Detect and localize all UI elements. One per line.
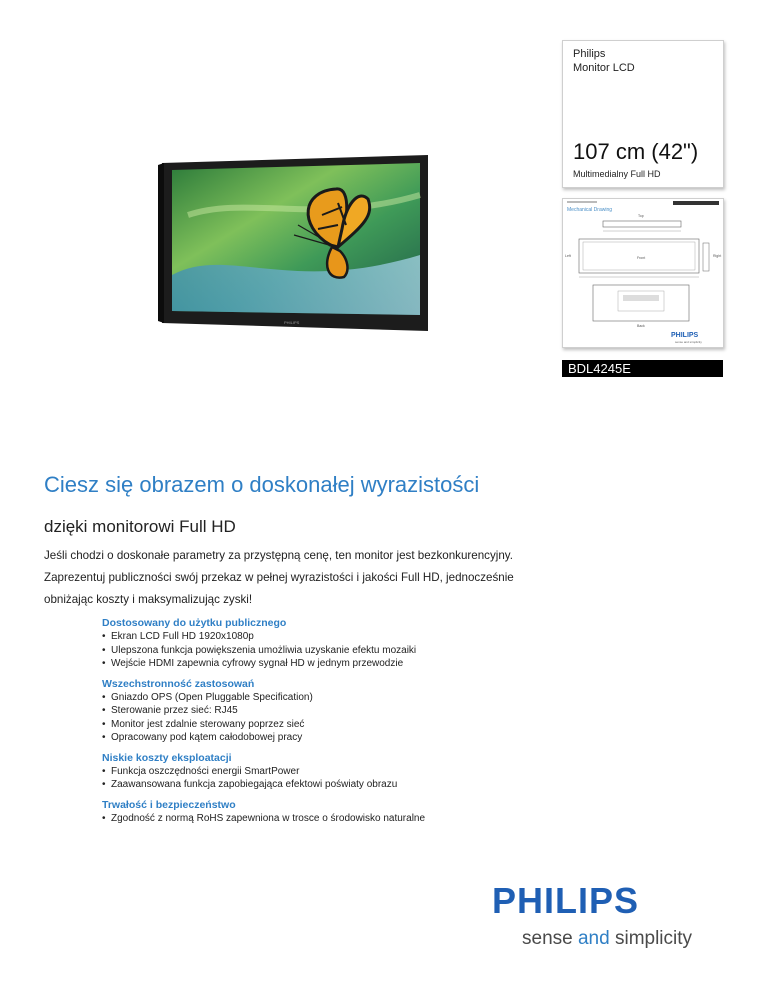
- feature-item: • Wejście HDMI zapewnia cyfrowy sygnał HD w jednym przewodzie: [102, 657, 562, 671]
- drawing-title: Mechanical Drawing: [567, 207, 613, 213]
- feature-section: [102, 616, 562, 671]
- feature-item: • Zaawansowana funkcja zapobiegająca efektowi poświaty obrazu: [102, 778, 562, 792]
- feature-item: • Zgodność z normą RoHS zapewniona w trosce o środowisko naturalne: [102, 812, 562, 826]
- mechanical-drawing-thumbnail[interactable]: [562, 198, 724, 348]
- product-subtitle: Multimedialny Full HD: [573, 169, 661, 179]
- screen-size: 107 cm (42"): [573, 139, 699, 164]
- drawing-label-right: Right: [713, 254, 722, 258]
- tagline-simplicity: simplicity: [614, 928, 693, 949]
- feature-item: • Funkcja oszczędności energii SmartPower: [102, 765, 562, 779]
- brand-name: Philips: [573, 48, 606, 60]
- feature-item: • Opracowany pod kątem całodobowej pracy: [102, 731, 562, 745]
- tagline-sense: sense: [522, 928, 573, 949]
- model-number: BDL4245E: [562, 360, 723, 377]
- feature-item: • Sterowanie przez sieć: RJ45: [102, 704, 562, 718]
- product-type: Monitor LCD: [573, 62, 635, 74]
- drawing-logo: PHILIPS: [671, 332, 699, 339]
- brand-tagline: [522, 928, 692, 950]
- drawing-label-top: Top: [638, 214, 644, 218]
- page-subheadline: dzięki monitorowi Full HD: [44, 517, 236, 536]
- bezel-logo: PHILIPS: [284, 320, 300, 325]
- feature-section: [102, 751, 562, 792]
- feature-section: [102, 798, 562, 826]
- drawing-label-back: Back: [637, 324, 645, 328]
- feature-section: [102, 677, 562, 745]
- page-headline: Ciesz się obrazem o doskonałej wyrazistości: [44, 472, 480, 497]
- drawing-label-front: Front: [637, 256, 646, 260]
- feature-section-title: Trwałość i bezpieczeństwo: [102, 798, 236, 811]
- feature-list: [102, 616, 562, 831]
- feature-section-title: Wszechstronność zastosowań: [102, 677, 255, 690]
- drawing-tagline: sense and simplicity: [675, 340, 702, 344]
- philips-logo: PHILIPS: [492, 880, 640, 921]
- feature-item: • Gniazdo OPS (Open Pluggable Specification): [102, 691, 562, 705]
- intro-paragraph: Jeśli chodzi o doskonałe parametry za przystępną cenę, ten monitor jest bezkonkurencyjny. Zaprezentuj publiczności swój przekaz w pełnej wyrazistości i jakości Full HD, jednocześnie obniżając koszty i maksymalizując zyski!: [44, 549, 514, 606]
- feature-item: • Monitor jest zdalnie sterowany poprzez sieć: [102, 718, 562, 732]
- feature-section-title: Niskie koszty eksploatacji: [102, 751, 232, 764]
- feature-item: • Ulepszona funkcja powiększenia umożliwia uzyskanie efektu mozaiki: [102, 644, 562, 658]
- product-brand-block: [573, 47, 635, 75]
- tagline-and: and: [577, 928, 610, 949]
- drawing-label-left: Left: [565, 254, 571, 258]
- feature-item: • Ekran LCD Full HD 1920x1080p: [102, 630, 562, 644]
- product-info-card: [562, 40, 724, 188]
- feature-section-title: Dostosowany do użytku publicznego: [102, 617, 287, 629]
- monitor-image: [158, 155, 430, 331]
